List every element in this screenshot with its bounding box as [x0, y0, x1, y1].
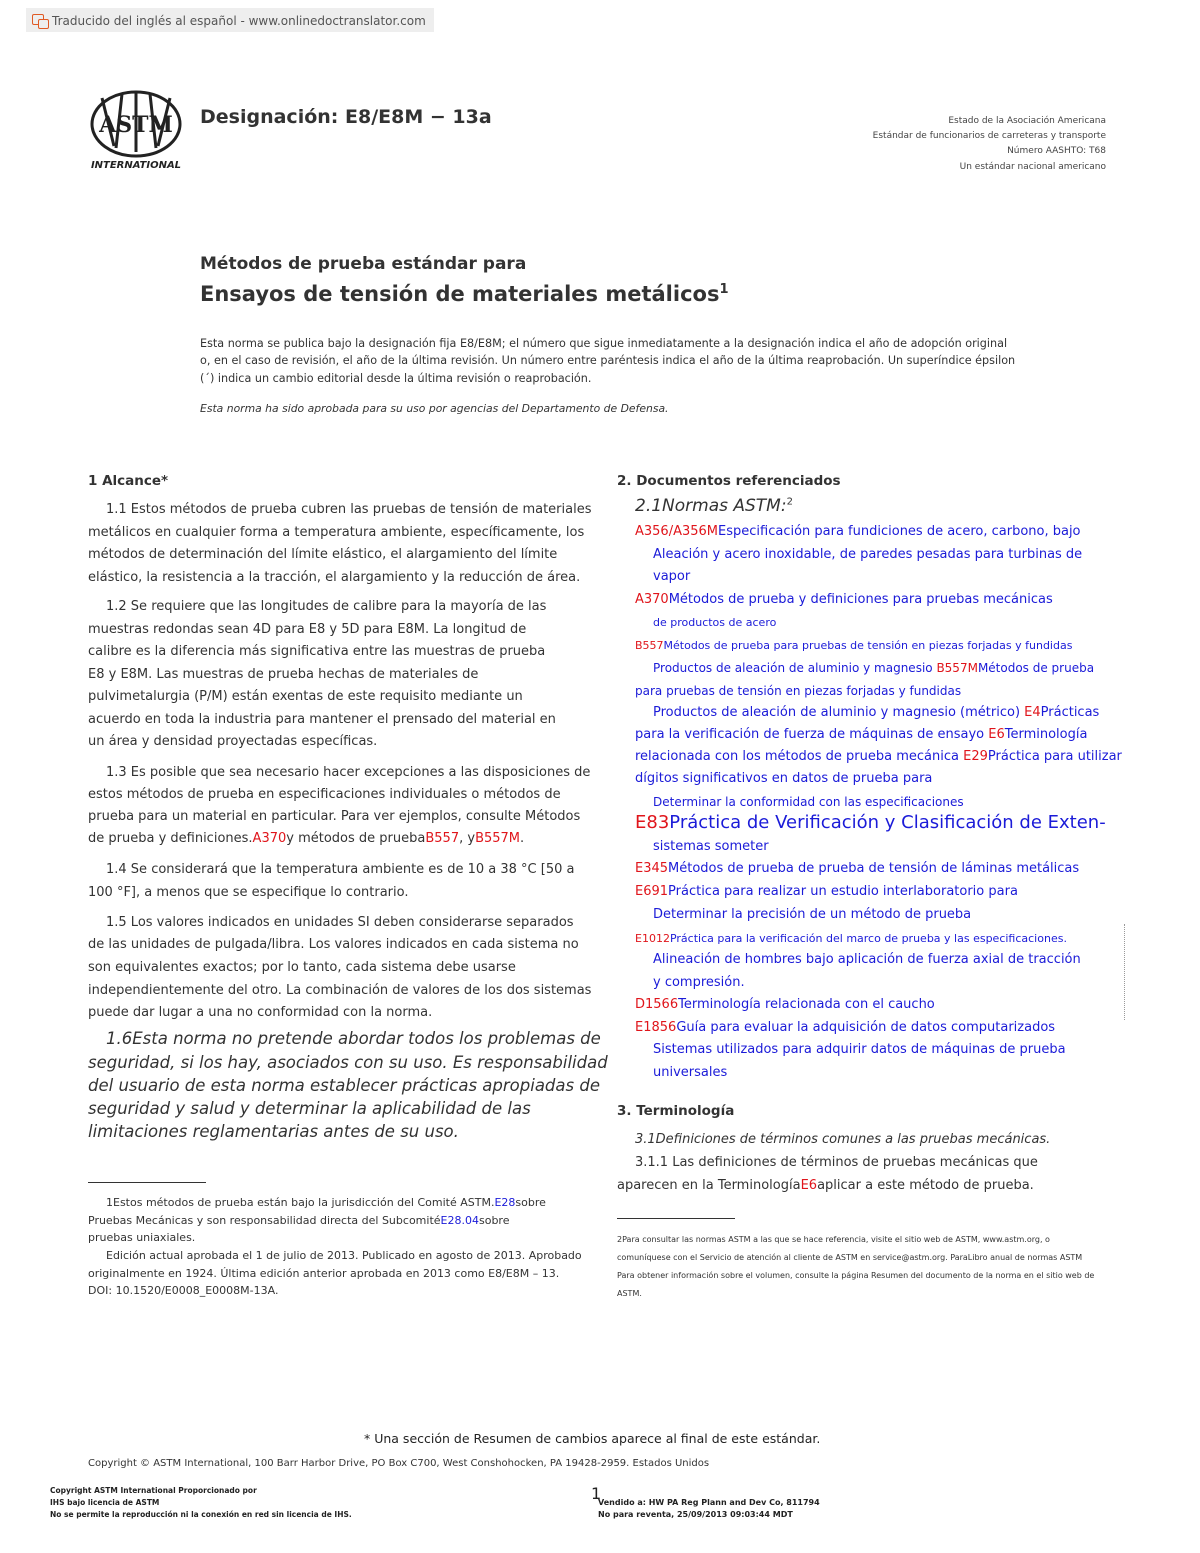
translator-banner[interactable]	[26, 8, 434, 32]
footnote1-line: Edición actual aprobada el 1 de julio de 2013. Publicado en agosto de 2013. Aprobado	[106, 1249, 582, 1262]
p311-line: aparecen en la TerminologíaE6aplicar a este método de prueba.	[617, 1178, 1034, 1193]
p15-line: puede dar lugar a una no conformidad con la norma.	[88, 1005, 433, 1020]
p14-line: 100 °F], a menos que se especifique lo contrario.	[88, 885, 409, 900]
ref-link-a370[interactable]: A370	[252, 831, 287, 846]
ref-b557[interactable]: B557Métodos de prueba para pruebas de tensión en piezas forjadas y fundidas	[635, 639, 1073, 652]
p12-line: un área y densidad proyectadas específicas.	[88, 734, 378, 749]
section2-heading: 2. Documentos referenciados	[617, 473, 841, 489]
p16-line: 1.6Esta norma no pretende abordar todos los problemas de	[106, 1029, 601, 1048]
section1-heading: 1 Alcance*	[88, 473, 169, 489]
svg-text:INTERNATIONAL: INTERNATIONAL	[90, 160, 182, 171]
ref-a370-cont: de productos de acero	[653, 616, 777, 629]
ref-a356-cont: Aleación y acero inoxidable, de paredes pesadas para turbinas de	[653, 547, 1083, 562]
header-right-3: Número AASHTO: T68	[1007, 146, 1106, 156]
footnote1-line: originalmente en 1924. Última edición anterior aprobada en 2013 como E8/E8M – 13.	[88, 1267, 560, 1280]
intro-italic: Esta norma ha sido aprobada para su uso por agencias del Departamento de Defensa.	[200, 402, 669, 415]
p15-line: de las unidades de pulgada/libra. Los valores indicados en cada sistema no	[88, 937, 579, 952]
ref-e1856-cont: Sistemas utilizados para adquirir datos de máquinas de prueba	[653, 1042, 1066, 1057]
ref-a356-cont: vapor	[653, 569, 691, 584]
ref-e6[interactable]: para la verificación de fuerza de máquinas de ensayo E6Terminología	[635, 727, 1088, 742]
section21-heading: 2.1Normas ASTM:$^2$	[635, 496, 793, 516]
ref-e1012[interactable]: E1012Práctica para la verificación del marco de prueba y las especificaciones.	[635, 932, 1067, 945]
p12-line: acuerdo en toda la industria para mantener el prensado del material en	[88, 712, 556, 727]
section3-heading: 3. Terminología	[617, 1103, 735, 1119]
ref-a356[interactable]: A356/A356MEspecificación para fundiciones de acero, carbono, bajo	[635, 524, 1081, 539]
footnote-rule-right	[617, 1218, 735, 1219]
ref-e1012-cont: Alineación de hombres bajo aplicación de fuerza axial de tracción	[653, 952, 1081, 967]
link-e6[interactable]: E6	[800, 1178, 818, 1193]
header-right-4: Un estándar nacional americano	[959, 162, 1106, 172]
p11-line: elástico, la resistencia a la tracción, el alargamiento y la reducción de área.	[88, 570, 581, 585]
p31: 3.1Definiciones de términos comunes a las pruebas mecánicas.	[635, 1132, 1051, 1147]
p12-line: calibre es la diferencia más significativa entre las muestras de prueba	[88, 644, 546, 659]
p16-line: del usuario de esta norma establecer prácticas apropiadas de	[88, 1076, 600, 1095]
intro-line: Esta norma se publica bajo la designación fija E8/E8M; el número que sigue inmediatamente a la designación indica el año de adopción original	[200, 337, 1008, 350]
footnote2-line: Para obtener información sobre el volumen, consulte la página Resumen del documento de la norma en el sitio web de	[617, 1271, 1095, 1280]
designation: Designación: E8/E8M − 13a	[200, 106, 492, 128]
ref-e691-cont: Determinar la precisión de un método de prueba	[653, 907, 972, 922]
footer-right-line: No para reventa, 25/09/2013 09:03:44 MDT	[598, 1510, 793, 1519]
p12-line: 1.2 Se requiere que las longitudes de calibre para la mayoría de las	[106, 599, 547, 614]
p11-line: métodos de determinación del límite elástico, el alargamiento del límite	[88, 547, 558, 562]
ref-e83[interactable]: E83Práctica de Verificación y Clasificación de Exten-	[635, 812, 1106, 833]
title-line1: Métodos de prueba estándar para	[200, 254, 527, 274]
footnote1-line: 1Estos métodos de prueba están bajo la jurisdicción del Comité ASTM.E28sobre	[106, 1196, 546, 1209]
ref-e1856-cont: universales	[653, 1065, 728, 1080]
astm-logo	[84, 88, 194, 176]
title-line2: Ensayos de tensión de materiales metálicos$^1$	[200, 282, 729, 306]
p16-line: seguridad y salud y determinar la aplicabilidad de las	[88, 1099, 531, 1118]
ref-e4[interactable]: Productos de aleación de aluminio y magnesio (métrico) E4Prácticas	[653, 705, 1100, 720]
intro-line: (´) indica un cambio editorial desde la última revisión o reaprobación.	[200, 372, 592, 385]
footer-left-line: No se permite la reproducción ni la conexión en red sin licencia de IHS.	[50, 1510, 352, 1519]
header-right-2: Estándar de funcionarios de carreteras y transporte	[872, 131, 1106, 141]
p12-line: pulvimetalurgia (P/M) están exentas de este requisito mediante un	[88, 689, 523, 704]
footer-left-line: IHS bajo licencia de ASTM	[50, 1498, 160, 1507]
ref-e1856[interactable]: E1856Guía para evaluar la adquisición de datos computarizados	[635, 1020, 1056, 1035]
footnote1-line: pruebas uniaxiales.	[88, 1231, 196, 1244]
p11-line: metálicos en cualquier forma a temperatura ambiente, específicamente, los	[88, 525, 585, 540]
footer-right-line: Vendido a: HW PA Reg Plann and Dev Co, 811794	[598, 1498, 820, 1507]
ref-e29-cont: Determinar la conformidad con las especificaciones	[653, 795, 964, 809]
footnote2-line: comuníquese con el Servicio de atención al cliente de ASTM en service@astm.org. ParaLibro anual de normas ASTM	[617, 1253, 1083, 1262]
footnote1-line: Pruebas Mecánicas y son responsabilidad directa del SubcomitéE28.04sobre	[88, 1214, 510, 1227]
ref-e29[interactable]: relacionada con los métodos de prueba mecánica E29Práctica para utilizar	[635, 749, 1122, 764]
footer-left-line: Copyright ASTM International Proporcionado por	[50, 1486, 257, 1495]
p13-line: 1.3 Es posible que sea necesario hacer excepciones a las disposiciones de	[106, 765, 591, 780]
p15-line: independientemente del otro. La combinación de valores de los dos sistemas	[88, 983, 592, 998]
summary-note: * Una sección de Resumen de cambios aparece al final de este estándar.	[364, 1431, 821, 1446]
translate-icon	[32, 14, 48, 28]
ref-b557m[interactable]: Productos de aleación de aluminio y magnesio B557MMétodos de prueba	[653, 661, 1095, 675]
p13-line-last: de prueba y definiciones.A370y métodos de pruebaB557, yB557M.	[88, 831, 525, 846]
p11-line: 1.1 Estos métodos de prueba cubren las pruebas de tensión de materiales	[106, 502, 592, 517]
ref-e345[interactable]: E345Métodos de prueba de prueba de tensión de láminas metálicas	[635, 861, 1080, 876]
p14-line: 1.4 Se considerará que la temperatura ambiente es de 10 a 38 °C [50 a	[106, 862, 575, 877]
p15-line: 1.5 Los valores indicados en unidades SI deben considerarse separados	[106, 915, 574, 930]
p12-line: muestras redondas sean 4D para E8 y 5D para E8M. La longitud de	[88, 622, 527, 637]
margin-marks	[1124, 924, 1128, 1020]
ref-e29-cont: dígitos significativos en datos de prueba para	[635, 771, 933, 786]
copyright: Copyright © ASTM International, 100 Barr Harbor Drive, PO Box C700, West Conshohocken, PA 19428-2959. Estados Unidos	[88, 1458, 710, 1469]
p311-line: 3.1.1 Las definiciones de términos de pruebas mecánicas que	[635, 1155, 1038, 1170]
header-right-1: Estado de la Asociación Americana	[948, 116, 1106, 126]
ref-b557m-cont: para pruebas de tensión en piezas forjadas y fundidas	[635, 684, 962, 698]
intro-line: o, en el caso de revisión, el año de la última revisión. Un número entre paréntesis indica el año de la última reaprobación. Un superíndice épsilon	[200, 354, 1016, 367]
link-e28-04[interactable]: E28.04	[440, 1214, 479, 1227]
p16-line: limitaciones reglamentarias antes de su uso.	[88, 1122, 459, 1141]
ref-e83-cont: sistemas someter	[653, 839, 769, 854]
ref-d1566[interactable]: D1566Terminología relacionada con el caucho	[635, 997, 935, 1012]
page-number: 1	[591, 1484, 602, 1503]
translator-banner-text: Traducido del inglés al español - www.onlinedoctranslator.com	[52, 14, 426, 28]
p15-line: son equivalentes exactos; por lo tanto, cada sistema debe usarse	[88, 960, 516, 975]
footnote2-line: 2Para consultar las normas ASTM a las que se hace referencia, visite el sitio web de ASTM, www.astm.org, o	[617, 1235, 1050, 1244]
ref-link-b557[interactable]: B557	[425, 831, 460, 846]
footnote2-line: ASTM.	[617, 1289, 642, 1298]
p16-line: seguridad, si los hay, asociados con su uso. Es responsabilidad	[88, 1053, 608, 1072]
footnote-rule-left	[88, 1182, 206, 1183]
link-e28[interactable]: E28	[494, 1196, 516, 1209]
footnote1-line: DOI: 10.1520/E0008_E0008M-13A.	[88, 1284, 279, 1297]
ref-e1012-cont: y compresión.	[653, 975, 745, 990]
svg-text:ASTM: ASTM	[99, 112, 173, 138]
ref-link-b557m[interactable]: B557M	[475, 831, 521, 846]
p13-line: prueba para un material en particular. Para ver ejemplos, consulte Métodos	[88, 809, 581, 824]
ref-e691[interactable]: E691Práctica para realizar un estudio interlaboratorio para	[635, 884, 1018, 899]
p13-line: estos métodos de prueba en especificaciones individuales o métodos de	[88, 787, 561, 802]
p12-line: E8 y E8M. Las muestras de prueba hechas de materiales de	[88, 667, 479, 682]
ref-a370[interactable]: A370Métodos de prueba y definiciones para pruebas mecánicas	[635, 592, 1053, 607]
